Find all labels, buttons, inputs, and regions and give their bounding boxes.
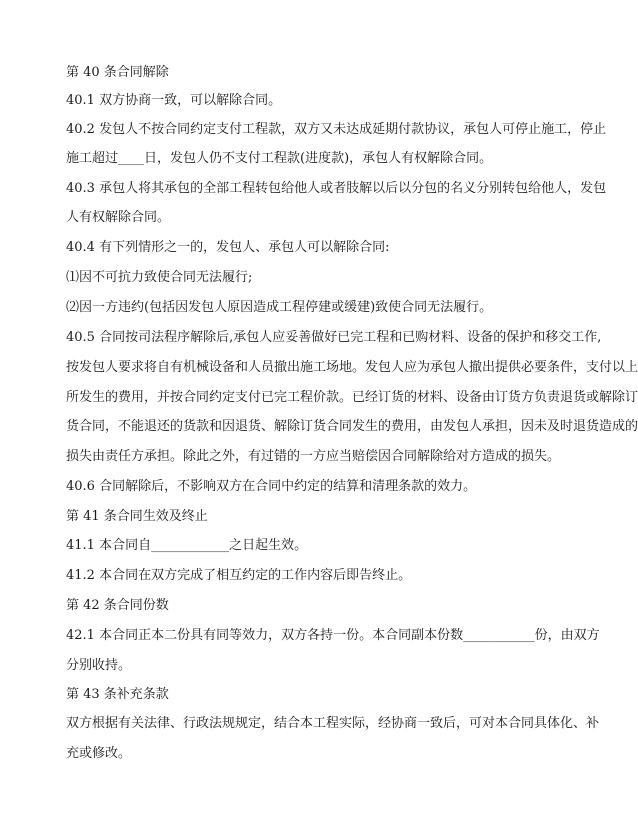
clause-40-3-line-2: 人有权解除合同。 — [66, 210, 171, 225]
clause-40-5-line-5: 损失由责任方承担。除此之外，有过错的一方应当赔偿因合同解除给对方造成的损失。 — [66, 449, 561, 464]
clause-40-4: 40.4 有下列情形之一的，发包人、承包人可以解除合同: — [66, 240, 390, 255]
clause-40-5-line-4: 货合同，不能退还的货款和因退货、解除订货合同发生的费用，由发包人承担，因未及时退货造成的 — [66, 419, 638, 434]
clause-40-5-line-3: 所发生的费用，并按合同约定支付已完工程价款。已经订货的材料、设备由订货方负责退货或解除订 — [66, 390, 638, 405]
clause-40-3-line-1: 40.3 承包人将其承包的全部工程转包给他人或者肢解以后以分包的名义分别转包给他人，发包 — [66, 181, 607, 196]
clause-40-2-line-2: 施工超过____日，发包人仍不支付工程款(进度款)，承包人有权解除合同。 — [66, 151, 493, 166]
clause-40-5-line-2: 按发包人要求将自有机械设备和人员撤出施工场地。发包人应为承包人撤出提供必要条件，支付以上 — [66, 360, 638, 375]
article-42-heading: 第 42 条合同份数 — [66, 598, 169, 613]
clause-40-4-item-2: ⑵因一方违约(包括因发包人原因造成工程停建或缓建)致使合同无法履行。 — [66, 300, 493, 315]
article-40-heading: 第 40 条合同解除 — [66, 65, 169, 80]
clause-40-5-line-1: 40.5 合同按司法程序解除后,承包人应妥善做好已完工程和已购材料、设备的保护和移交工作, — [66, 330, 602, 345]
article-43-heading: 第 43 条补充条款 — [66, 687, 169, 702]
clause-42-1-line-2: 分别收持。 — [66, 658, 132, 673]
clause-41-2: 41.2 本合同在双方完成了相互约定的工作内容后即告终止。 — [66, 568, 412, 583]
clause-42-1-line-1: 42.1 本合同正本二份具有同等效力，双方各持一份。本合同副本份数___________份，由双方 — [66, 628, 600, 643]
clause-40-1: 40.1 双方协商一致，可以解除合同。 — [66, 93, 282, 108]
clause-40-4-item-1: ⑴因不可抗力致使合同无法履行; — [66, 270, 253, 285]
article-43-text-line-2: 充或修改。 — [66, 746, 132, 761]
article-43-text-line-1: 双方根据有关法律、行政法规规定，结合本工程实际，经协商一致后，可对本合同具体化、补 — [66, 716, 600, 731]
clause-41-1: 41.1 本合同自____________之日起生效。 — [66, 538, 308, 553]
article-41-heading: 第 41 条合同生效及终止 — [66, 509, 208, 524]
clause-40-6: 40.6 合同解除后，不影响双方在合同中约定的结算和清理条款的效力。 — [66, 479, 477, 494]
clause-40-2-line-1: 40.2 发包人不按合同约定支付工程款，双方又未达成延期付款协议，承包人可停止施工，停止 — [66, 122, 607, 137]
